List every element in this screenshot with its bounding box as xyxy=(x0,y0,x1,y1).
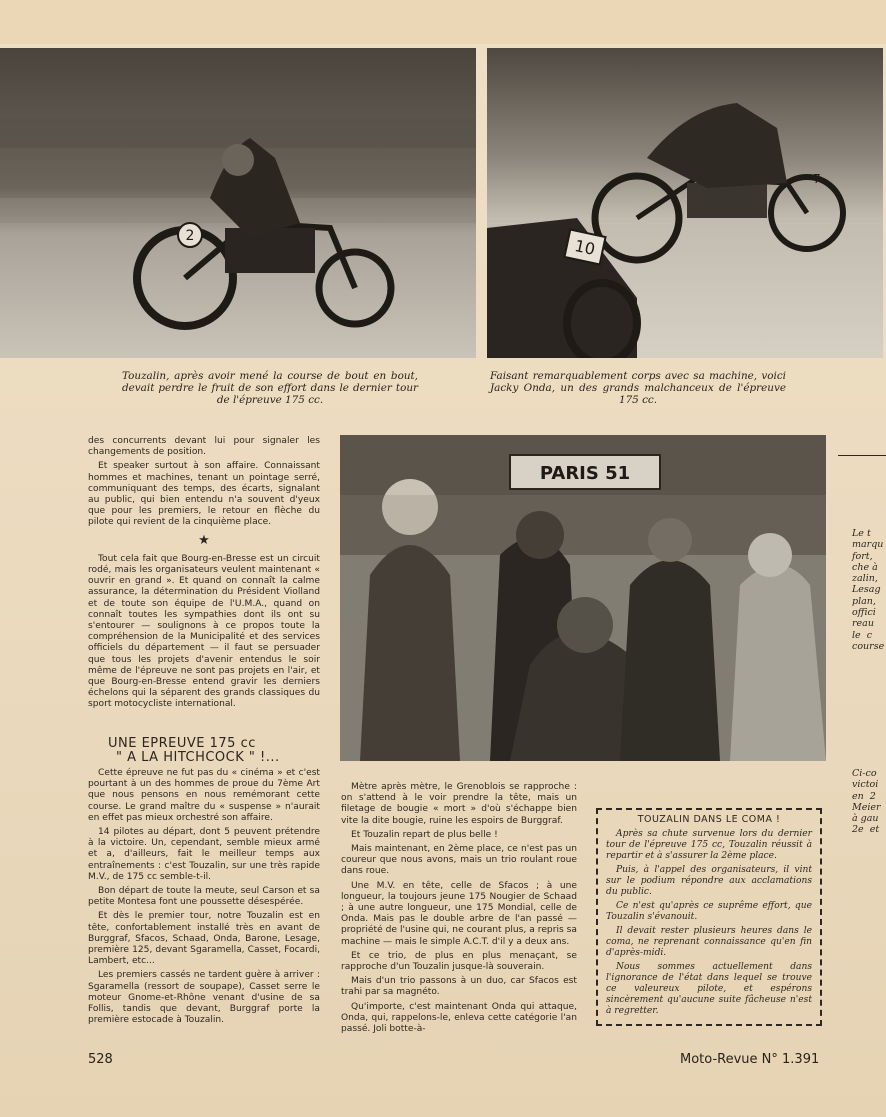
paragraph: Ce n'est qu'après ce suprême effort, que Touzalin s'évanouit. xyxy=(606,901,812,922)
paragraph: Mais maintenant, en 2ème place, ce n'est pas un coureur que nous avons, mais un trio roulant roue dans roue. xyxy=(341,844,577,877)
paragraph: Et speaker surtout à son affaire. Connaissant hommes et machines, tenant un pointage serré, communiquant des temps, des écarts, signalant au public, qui bien entendu n'a souvent d'yeux que pour les premiers, le retour en flèche du pilote qui revient de la cinquième place. xyxy=(88,461,320,528)
sidebar-box-title: TOUZALIN DANS LE COMA ! xyxy=(637,814,781,825)
page-number: 528 xyxy=(88,1052,113,1067)
paragraph: Nous sommes actuellement dans l'ignorance de l'état dans lequel se trouve ce valeureux pilote, et espérons sincèrement qu'aucune suite fâcheuse n'est à regretter. xyxy=(606,962,812,1016)
caption-touzalin: Touzalin, après avoir mené la course de bout en bout, devait perdre le fruit de son effort dans le dernier tour de l'épreuve 175 cc. xyxy=(122,370,418,406)
photo-touzalin xyxy=(0,48,476,358)
sidebar-box-coma xyxy=(596,808,822,1026)
photo-paddock xyxy=(340,435,826,761)
magazine-issue: Moto-Revue N° 1.391 xyxy=(680,1052,820,1067)
top-margin xyxy=(0,0,886,44)
section-headline xyxy=(108,737,328,765)
photo-touzalin-image xyxy=(0,48,476,358)
racer-number-7: 7 xyxy=(813,172,821,186)
sign-paris-51: PARIS 51 xyxy=(539,463,631,484)
paragraph: Une M.V. en tête, celle de Sfacos ; à une longueur, la toujours jeune 175 Nougier de Schaad ; à une autre longueur, une 175 Mondial, celle de Onda. Mais pas le double arbre de l'an passé — propriété de l'usine qui, ne courant plus, a repris sa machine — mais le simple A.C.T. d'il y a deux ans. xyxy=(341,880,577,947)
racer-number-2: 2 xyxy=(185,228,195,244)
article-column-1-top xyxy=(88,436,320,714)
side-caption-1: Le t marqu fort, che à zalin, Lesag plan, offici reau le c course xyxy=(852,528,885,652)
paragraph: Et Touzalin repart de plus belle ! xyxy=(351,829,498,840)
paragraph: Mais d'un trio passons à un duo, car Sfacos est trahi par sa magnéto. xyxy=(341,976,577,998)
racer-number-10: 10 xyxy=(572,236,597,259)
star-separator: ★ xyxy=(198,532,210,548)
side-caption-2: Ci-co victoi en 2 Meier à gau 2e et xyxy=(852,768,881,836)
headline-line-2: " A LA HITCHCOCK " !... xyxy=(116,750,280,765)
paragraph: Et ce trio, de plus en plus menaçant, se rapproche d'un Touzalin jusque-là souverain. xyxy=(341,950,577,973)
paragraph: Et dès le premier tour, notre Touzalin est en tête, confortablement installé très en avant de Burggraf, Sfacos, Schaad, Onda, Barone, Lesage, première 125, devant Sgaramella, Casset, Focardi, Lambert, etc... xyxy=(88,911,320,967)
paragraph: Mètre après mètre, le Grenoblois se rapproche : on s'attend à le voir prendre la tête, mais un filetage de bougie « mort » d'où s'échappe bien vite la dite bougie, ruine les espoirs de Burggraf. xyxy=(341,782,577,826)
headline-line-1: UNE EPREUVE 175 cc xyxy=(108,736,256,751)
paragraph: Il devait rester plusieurs heures dans le coma, ne reprenant connaissance qu'en fin d'après-midi. xyxy=(606,926,812,958)
photo-paddock-image xyxy=(340,435,826,761)
article-column-1-bottom xyxy=(88,768,320,1029)
paragraph: Après sa chute survenue lors du dernier tour de l'épreuve 175 cc, Touzalin réussit à repartir et à s'assurer la 2ème place. xyxy=(606,829,812,861)
paragraph: Qu'importe, c'est maintenant Onda qui attaque, Onda, qui, rappelons-le, enleva cette catégorie l'an passé. Joli botte-à- xyxy=(341,1001,577,1035)
photo-onda-image xyxy=(487,48,883,358)
paragraph: Cette épreuve ne fut pas du « cinéma » et c'est pourtant à un des hommes de proue du 7ème Art que nous pensons en nous remémorant cette course. Le grand maître du « suspense » n'aurait en effet pas mieux orchestré son affaire. xyxy=(88,768,320,823)
caption-onda: Faisant remarquablement corps avec sa machine, voici Jacky Onda, un des grands malchanceux de l'épreuve 175 cc. xyxy=(490,370,786,406)
side-rule xyxy=(838,455,886,456)
photo-onda xyxy=(487,48,883,358)
paragraph: des concurrents devant lui pour signaler les changements de position. xyxy=(88,436,320,458)
article-column-2 xyxy=(341,782,577,1038)
paragraph: 14 pilotes au départ, dont 5 peuvent prétendre à la victoire. Un, cependant, semble mieux armé et a, d'ailleurs, fait le meilleur temps aux entraînements : c'est Touzalin, sur une très rapide M.V., de 175 cc semble-t-il. xyxy=(88,827,320,882)
paragraph: Les premiers cassés ne tardent guère à arriver : Sgaramella (ressort de soupape), Casset serre le moteur Gnome-et-Rhône venant d'usine de sa Follis, tandis que devant, Burggraf porte la première estocade à Touzalin. xyxy=(88,970,320,1026)
paragraph: Puis, à l'appel des organisateurs, il vint sur le podium répondre aux acclamations du public. xyxy=(606,865,812,897)
paragraph: Tout cela fait que Bourg-en-Bresse est un circuit rodé, mais les organisateurs veulent maintenant « ouvrir en grand ». Et quand on connaît la calme assurance, la détermination du Président Violland et de toute son équipe de l'U.M.A., quand on connaît toutes les sympathies dont ils ont su s'entourer — soulignons à ce propos toute la compréhension de la Municipalité et des services officiels du département — il faut se persuader que tous les projets d'avenir entendus le soir même de l'épreuve ne sont pas projets en l'air, et que Bourg-en-Bresse entend gravir les derniers échelons qui la séparent des grands classiques du sport motocycliste international. xyxy=(88,553,320,710)
paragraph: Bon départ de toute la meute, seul Carson et sa petite Montesa font une poussette désespérée. xyxy=(88,886,320,908)
